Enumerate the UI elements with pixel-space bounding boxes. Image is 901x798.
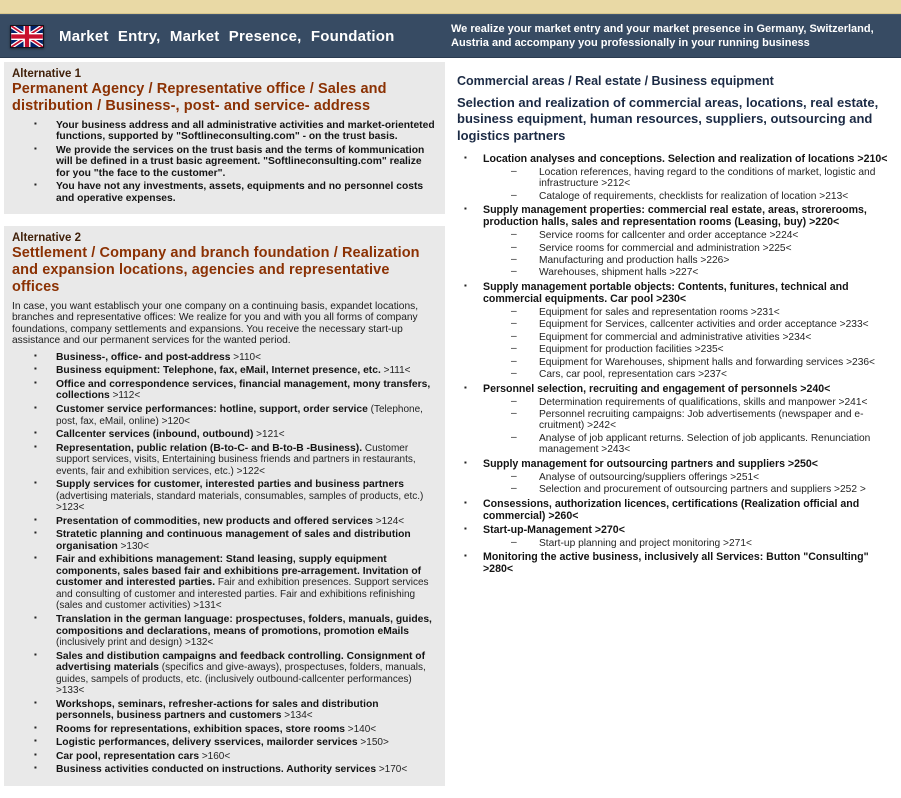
sub-list (483, 397, 893, 456)
item-head: Translation in the german language: prospectuses, folders, manuals, guides, compositions and declarations, means of promotions, promotion eMails (56, 614, 432, 637)
item-tail: (Telephone, post, fax, eMail, online) >120< (56, 403, 423, 427)
item-tail: >112< (109, 390, 141, 402)
item-head: Workshops, seminars, refresher-actions for sales and distribution personnels, business partners and customers (56, 698, 379, 722)
sub-list-item (483, 344, 893, 355)
sub-item-text: Service rooms for callcenter and order acceptance >224< (539, 230, 799, 242)
sub-item-text: Equipment for production facilities >235< (539, 344, 724, 356)
sub-item-text: Equipment for sales and representation rooms >231< (539, 307, 780, 319)
header-left (10, 25, 395, 48)
dash-icon: – (511, 408, 517, 420)
list-item (12, 751, 436, 763)
sub-item-text: Equipment for commercial and administrative ativities >234< (539, 331, 812, 343)
bullet-icon: ▪ (34, 118, 37, 128)
item-head: Supply services for customer, interested parties and business partners (56, 479, 404, 491)
list-item (457, 204, 893, 279)
sub-list-item (483, 267, 893, 278)
list-item (457, 551, 893, 575)
right-list (457, 153, 893, 576)
alternative-2-section (4, 226, 445, 786)
list-item-text: We provide the services on the trust basis and the terms of kommunication will be defined in a trust basic agreement. "Softlineconsulting.com" realize for you "the face to the customer". (56, 144, 425, 179)
alternative-1-label: Alternative 1 (12, 68, 82, 80)
list-item (12, 516, 436, 528)
item-head: Business equipment: Telephone, fax, eMail, Internet presence, etc. (56, 365, 381, 377)
item-head: Office and correspondence services, financial management, mony transfers, collections (56, 378, 431, 402)
list-item (12, 651, 436, 697)
item-head: Sales and distibution campaigns and feedback controlling. Consignment of advertising materials (56, 650, 426, 674)
list-item (12, 181, 436, 204)
list-item (12, 724, 436, 736)
list-item (12, 554, 436, 612)
item-head: Business activities conducted on instructions. Authority services (56, 764, 377, 776)
alternative-2-intro: In case, you want establisch your one company on a continuing basis, expandet locations, branches and representative offices: We realize for you and with you all forms of company foundations, company settlements and expansions. You receive the necessary start-up assistance and our permanent services for the wanted period. (12, 300, 419, 347)
bullet-icon: ▪ (34, 402, 37, 412)
list-item (12, 479, 436, 514)
bullet-icon: ▪ (34, 649, 37, 659)
list-item (12, 737, 436, 749)
bullet-icon: ▪ (464, 204, 467, 214)
item-tail: >110< (230, 351, 261, 363)
alternative-1-heading: Permanent Agency / Representative office / Sales and distribution / Business-, post- and service- address (12, 81, 387, 114)
bullet-icon: ▪ (34, 749, 37, 759)
item-tail: >124< (373, 515, 405, 527)
main-content (0, 58, 901, 798)
item-head: Presentation of commodities, new products and offered services (56, 515, 373, 527)
sub-list (483, 538, 893, 549)
dash-icon: – (511, 266, 517, 278)
sub-list-item (483, 332, 893, 343)
sub-list (483, 230, 893, 279)
sub-list-item (483, 307, 893, 318)
dash-icon: – (511, 229, 517, 241)
list-item (12, 529, 436, 552)
item-head: Representation, public relation (B-to-C- and B-to-B -Business). (56, 442, 363, 454)
alternative-1-list (12, 120, 436, 205)
sub-list-item (483, 357, 893, 368)
sub-item-text: Equipment for Warehouses, shipment halls and forwarding services >236< (539, 356, 875, 368)
bullet-icon: ▪ (34, 736, 37, 746)
dash-icon: – (511, 254, 517, 266)
dash-icon: – (511, 395, 517, 407)
dash-icon: – (511, 536, 517, 548)
sub-item-text: Analyse of outsourcing/suppliers offerings >251< (539, 471, 760, 483)
bullet-icon: ▪ (34, 364, 37, 374)
item-head: Business-, office- and post-address (56, 351, 231, 363)
sub-item-text: Cars, car pool, representation cars >237< (539, 369, 728, 381)
dash-icon: – (511, 483, 517, 495)
bullet-icon: ▪ (34, 763, 37, 773)
item-label: Personnel selection, recruiting and engagement of personnels >240< (483, 382, 831, 395)
list-item (12, 365, 436, 377)
bullet-icon: ▪ (34, 143, 37, 153)
sub-list-item (483, 397, 893, 408)
alternative-2-label: Alternative 2 (12, 232, 82, 245)
bullet-icon: ▪ (464, 497, 467, 507)
dash-icon: – (511, 165, 517, 177)
item-tail: (advertising materials, standard materials, consumables, samples of products, etc.) >123< (56, 490, 424, 514)
dash-icon: – (511, 318, 517, 330)
bullet-icon: ▪ (34, 722, 37, 732)
item-tail: >150> (357, 737, 389, 749)
item-tail: >134< (281, 710, 313, 722)
right-column (451, 62, 901, 577)
sub-list-item (483, 243, 893, 254)
dash-icon: – (511, 241, 517, 253)
bullet-icon: ▪ (464, 457, 467, 467)
item-tail: >170< (376, 764, 408, 776)
item-label: Supply management for outsourcing partners and suppliers >250< (483, 457, 818, 470)
bullet-icon: ▪ (464, 523, 467, 533)
bullet-icon: ▪ (34, 428, 37, 438)
bullet-icon: ▪ (464, 551, 467, 561)
item-label: Consessions, authorization licences, certifications (Realization official and commercial) >260< (483, 497, 860, 522)
sub-list-item (483, 191, 893, 202)
item-head: Rooms for representations, exhibition spaces, store rooms (56, 723, 345, 735)
item-tail: >160< (199, 750, 231, 762)
bullet-icon: ▪ (34, 514, 37, 524)
dash-icon: – (511, 355, 517, 367)
header-tagline: We realize your market entry and your market presence in Germany, Switzerland, Austria and accompany you professionally in your running business (451, 22, 874, 49)
bullet-icon: ▪ (34, 180, 37, 190)
item-label: Location analyses and conceptions. Selection and realization of locations >210< (483, 152, 888, 165)
bullet-icon: ▪ (34, 528, 37, 538)
sub-list-item (483, 255, 893, 266)
item-tail: >140< (344, 723, 377, 735)
list-item (12, 352, 436, 364)
sub-item-text: Location references, having regard to the conditions of market, logistic and infrastructure >212< (539, 166, 876, 190)
page-title: Market Entry, Market Presence, Foundation (59, 27, 395, 45)
sub-list-item (483, 538, 893, 549)
left-column (4, 62, 445, 798)
sub-list (483, 167, 893, 202)
bullet-icon: ▪ (464, 152, 467, 162)
alternative-1-section (4, 62, 445, 214)
list-item-text: Your business address and all administrative activities and market-orienteted functions, supported by "Softlineconsulting.com" - on the trust basis. (56, 119, 435, 143)
list-item (12, 379, 436, 402)
bullet-icon: ▪ (464, 280, 467, 290)
list-item (457, 524, 893, 549)
right-heading-1: Commercial areas / Real estate / Business equipment (457, 74, 774, 88)
sub-list-item (483, 230, 893, 241)
sub-item-text: Warehouses, shipment halls >227< (539, 267, 699, 279)
dash-icon: – (511, 189, 517, 201)
bullet-icon: ▪ (34, 441, 37, 451)
sub-list-item (483, 433, 893, 456)
item-tail: Fair and exhibition presences. Support services and consulting of customer and interested parties. Fair and exhibitions refinishing (sales and customer activities) >131< (56, 577, 429, 612)
bullet-icon: ▪ (34, 350, 37, 360)
dash-icon: – (511, 431, 517, 443)
uk-flag-icon (10, 25, 44, 48)
sub-item-text: Equipment for Services, callcenter activities and order acceptance >233< (539, 319, 869, 331)
bullet-icon: ▪ (34, 613, 37, 622)
list-item (12, 429, 436, 441)
list-item (12, 699, 436, 722)
list-item (12, 764, 436, 776)
list-item (12, 443, 436, 478)
item-head: Fair and exhibitions management: Stand leasing, supply equipment components, sales based fair and exhibitions pre-arragement. Invitation of customer and interested parties. (56, 554, 422, 589)
list-item (457, 281, 893, 381)
sub-item-text: Cataloge of requirements, checklists for realization of location >213< (539, 190, 849, 202)
dash-icon: – (511, 470, 517, 482)
item-tail: Customer support services, visits, Entertaining business friends and partners in restaurants, events, fair and exhibition services, etc.) >122< (56, 442, 416, 477)
sub-list-item (483, 167, 893, 190)
list-item (457, 153, 893, 202)
list-item-text: You have not any investments, assets, equipments and no personnel costs and operative expenses. (56, 181, 424, 204)
item-head: Logistic performances, delivery sservices, mailorder services (56, 737, 358, 749)
dash-icon: – (511, 330, 517, 342)
sub-list-item (483, 484, 893, 495)
bullet-icon: ▪ (34, 553, 37, 563)
sub-item-text: Determination requirements of qualifications, skills and manpower >241< (539, 396, 868, 408)
alternative-2-heading: Settlement / Company and branch foundation / Realization and expansion locations, agencies and representative offices (12, 245, 420, 295)
sub-item-text: Start-up planning and project monitoring >271< (539, 537, 752, 549)
item-tail: >130< (117, 540, 149, 552)
dash-icon: – (511, 343, 517, 355)
bullet-icon: ▪ (34, 478, 37, 488)
sub-item-text: Service rooms for commercial and administration >225< (539, 242, 792, 254)
sub-list (483, 472, 893, 496)
sub-item-text: Selection and procurement of outsourcing partners and suppliers >252 > (539, 484, 866, 496)
list-item (457, 498, 893, 522)
list-item (457, 458, 893, 496)
item-label: Monitoring the active business, inclusively all Services: Button "Consulting" >280< (483, 551, 869, 576)
item-label: Supply management properties: commercial real estate, areas, strorerooms, production halls, sales and representation rooms (Leasing, buy) >220< (483, 204, 867, 229)
right-heading-2: Selection and realization of commercial areas, locations, real estate, business equipment, human resources, suppliers, outsourcing and logistics partners (457, 95, 879, 143)
dash-icon: – (511, 368, 517, 380)
item-head: Car pool, representation cars (56, 750, 200, 762)
sub-item-text: Manufacturing and production halls >226> (539, 255, 730, 267)
sub-item-text: Personnel recruiting campaigns: Job advertisements (newspaper and e-cruitment) >242< (539, 409, 864, 432)
sub-list-item (483, 369, 893, 380)
sub-list-item (483, 409, 893, 432)
item-tail: (specifics and give-aways), prospectuses, folders, manuals, guides, sampels of products, etc. (inclusively outbound-callcenter performances) >133< (56, 662, 426, 697)
header-bar (0, 14, 901, 58)
list-item (457, 383, 893, 456)
sub-list-item (483, 472, 893, 483)
sub-list-item (483, 319, 893, 330)
item-label: Supply management portable objects: Contents, funitures, technical and commercial equipments. Car pool >230< (483, 280, 849, 305)
item-tail: >121< (253, 429, 285, 441)
item-head: Stratetic planning and continuous management of sales and distribution organisation (56, 529, 411, 552)
item-tail: (inclusively print and design) >132< (56, 637, 214, 649)
item-head: Customer service performances: hotline, support, order service (56, 403, 368, 415)
list-item (12, 120, 436, 143)
sub-list (483, 307, 893, 381)
alternative-2-list (12, 352, 436, 776)
dash-icon: – (511, 306, 517, 318)
bullet-icon: ▪ (464, 382, 467, 392)
sub-item-text: Analyse of job applicant returns. Selection of job applicants. Renunciation management >243< (539, 432, 871, 456)
top-accent-strip (0, 0, 901, 14)
list-item (12, 145, 436, 180)
item-label: Start-up-Management >270< (483, 523, 625, 536)
item-head: Callcenter services (inbound, outbound) (56, 429, 254, 441)
item-tail: >111< (380, 365, 411, 377)
bullet-icon: ▪ (34, 697, 37, 707)
list-item (12, 614, 436, 649)
bullet-icon: ▪ (34, 377, 37, 387)
list-item (12, 404, 436, 427)
